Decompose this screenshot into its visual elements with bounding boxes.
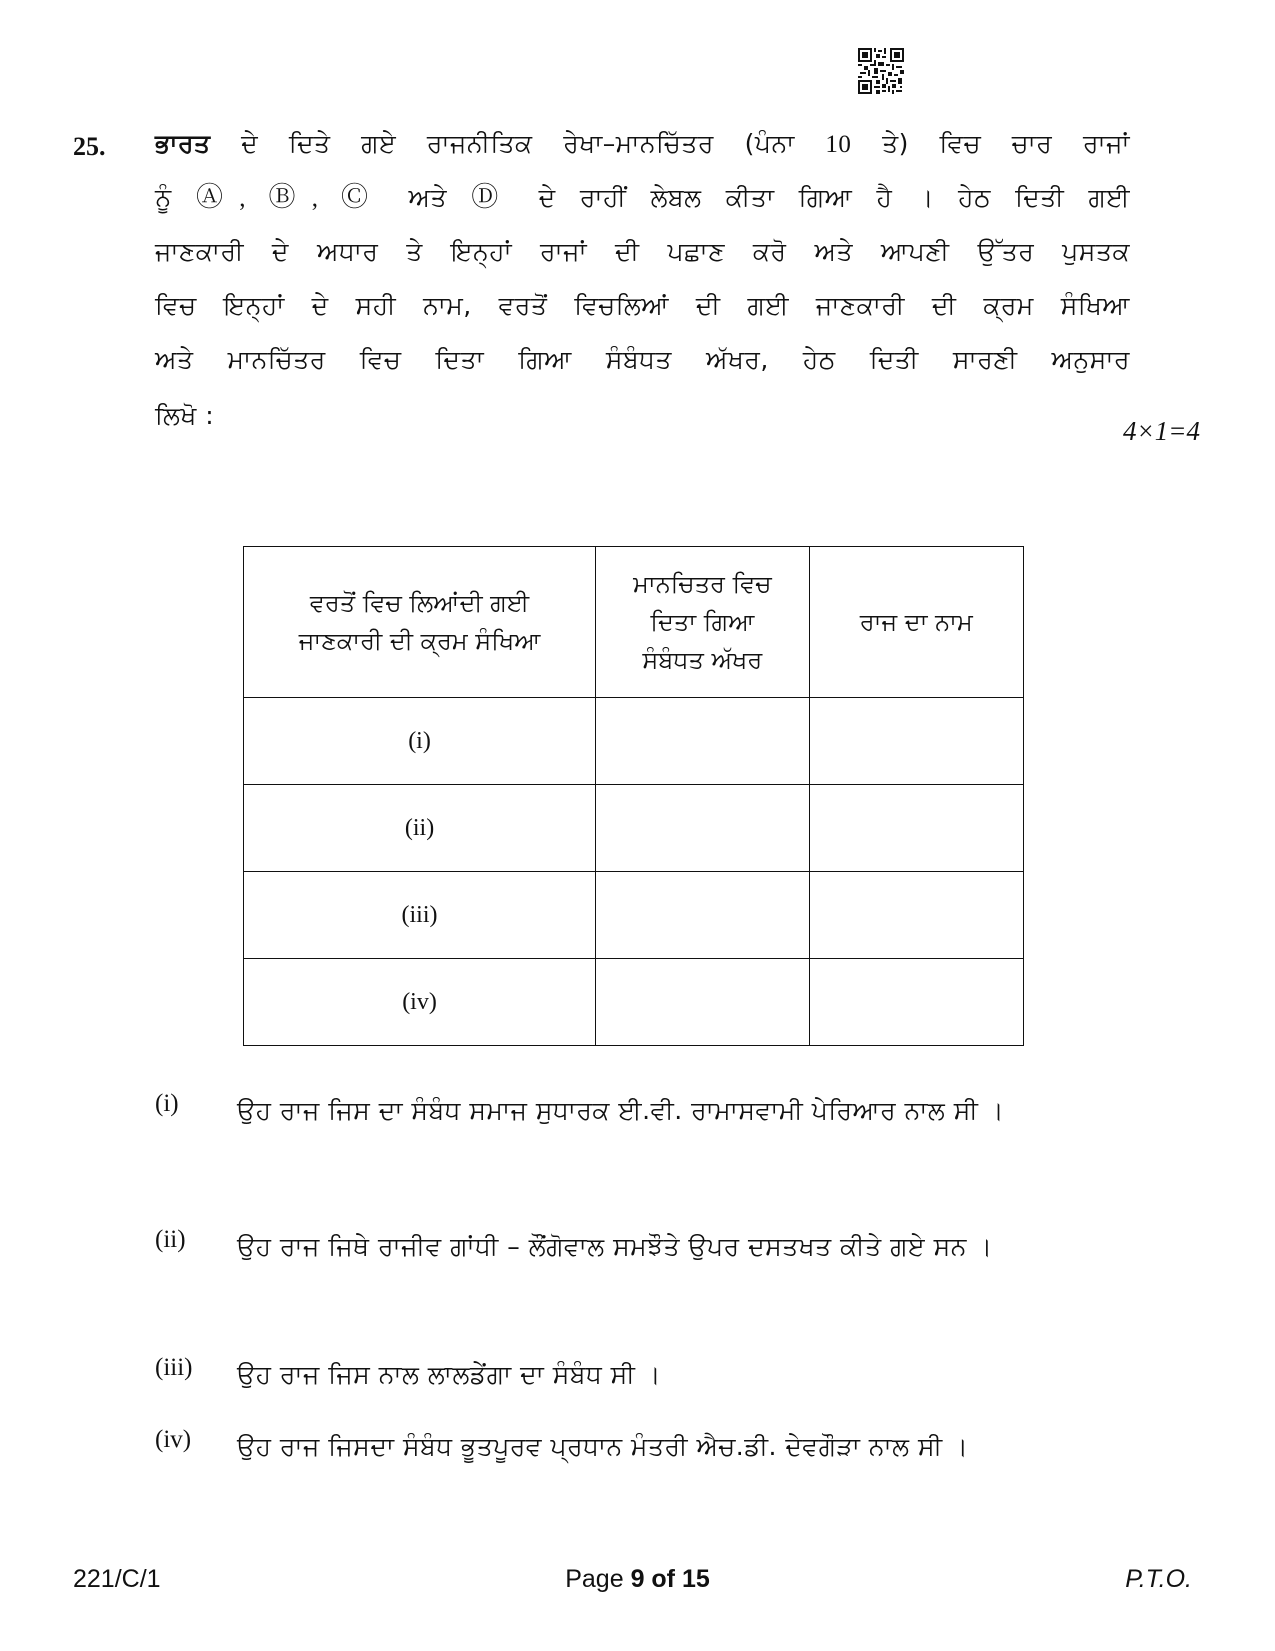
clue-text: ਉਹ ਰਾਜ ਜਿਸ ਦਾ ਸੰਬੰਧ ਸਮਾਜ ਸੁਧਾਰਕ ਈ.ਵੀ. ਰਾਮਾਸਵਾਮੀ ਪੇਰਿਆਰ ਨਾਲ ਸੀ । (237, 1096, 1005, 1125)
row-serial: (iii) (244, 872, 596, 959)
table-row (244, 872, 1024, 959)
row-letter-cell (596, 872, 810, 959)
label-b-icon: Ⓑ (268, 182, 312, 213)
row-state-cell (809, 959, 1023, 1046)
row-state-cell (809, 872, 1023, 959)
question-text: ਨੂੰ (155, 183, 196, 212)
question-line-5: ਅਤੇ ਮਾਨਚਿੱਤਰ ਵਿਚ ਦਿਤਾ ਗਿਆ ਸੰਬੰਧਤ ਅੱਖਰ, ਹੇਠ ਦਿਤੀ ਸਾਰਣੀ ਅਨੁਸਾਰ (155, 345, 1130, 374)
header-text: ਰਾਜ ਦਾ ਨਾਮ (859, 608, 973, 636)
row-serial: (ii) (244, 785, 596, 872)
row-serial: (i) (244, 698, 596, 785)
question-line-6: ਲਿਖੋ : (155, 401, 215, 430)
table-header-row (244, 547, 1024, 698)
pto-label: P.T.O. (1125, 1565, 1192, 1593)
table-row (244, 698, 1024, 785)
label-a-icon: Ⓐ (195, 182, 240, 213)
question-text: ਅਤੇ (384, 183, 472, 212)
question-text: ਦੇ ਰਾਹੀਂ ਲੇਬਲ ਕੀਤਾ ਗਿਆ ਹੈ । ਹੇਠ ਦਿਤੀ ਗਈ (514, 183, 1131, 212)
question-line-1 (155, 124, 1130, 165)
header-serial-number (244, 547, 596, 698)
header-text: ਵਰਤੋਂ ਵਿਚ ਲਿਆਂਦੀ ਗਈ (309, 589, 530, 617)
paper-code: 221/C/1 (73, 1565, 161, 1593)
question-text: ਤੇ) ਵਿਚ ਚਾਰ ਰਾਜਾਂ (851, 129, 1130, 158)
row-letter-cell (596, 698, 810, 785)
label-c-icon: Ⓒ (341, 182, 385, 213)
clue-text: ਉਹ ਰਾਜ ਜਿਸਦਾ ਸੰਬੰਧ ਭੂਤਪੂਰਵ ਪ੍ਰਧਾਨ ਮੰਤਰੀ ਐਚ.ਡੀ. ਦੇਵਗੌੜਾ ਨਾਲ ਸੀ । (237, 1432, 969, 1461)
clue-label: (iv) (155, 1426, 192, 1453)
header-text: ਮਾਨਚਿਤਰ ਵਿਚ (633, 570, 772, 598)
header-map-letter (596, 547, 810, 698)
label-d-icon: Ⓓ (471, 182, 515, 213)
table-row (244, 785, 1024, 872)
table-row (244, 959, 1024, 1046)
clue-label: (ii) (155, 1226, 186, 1253)
row-state-cell (809, 785, 1023, 872)
row-letter-cell (596, 959, 810, 1046)
question-line-2: ਨੂੰ Ⓐ, Ⓑ, Ⓒ ਅਤੇ Ⓓ ਦੇ ਰਾਹੀਂ ਲੇਬਲ ਕੀਤਾ ਗਿਆ ਹੈ । ਹੇਠ ਦਿਤੀ ਗਈ (155, 182, 1131, 213)
header-text: ਜਾਣਕਾਰੀ ਦੀ ਕ੍ਰਮ ਸੰਖਿਆ (298, 627, 541, 655)
question-text: ਦੇ ਦਿਤੇ ਗਏ ਰਾਜਨੀਤਿਕ ਰੇਖਾ–ਮਾਨਚਿੱਤਰ (ਪੰਨਾ (210, 129, 826, 158)
clue-label: (i) (155, 1090, 179, 1117)
question-number: 25. (73, 132, 106, 161)
total-pages: 15 (681, 1565, 710, 1593)
question-line-3: ਜਾਣਕਾਰੀ ਦੇ ਅਧਾਰ ਤੇ ਇਨ੍ਹਾਂ ਰਾਜਾਂ ਦੀ ਪਛਾਣ ਕਰੋ ਅਤੇ ਆਪਣੀ ਉੱਤਰ ਪੁਸਤਕ (155, 237, 1130, 266)
header-text: ਸੰਬੰਧਤ ਅੱਖਰ (642, 646, 763, 674)
clue-label: (iii) (155, 1354, 193, 1381)
qr-code-icon (858, 48, 904, 94)
page-prefix: Page (565, 1565, 631, 1593)
clue-text: ਉਹ ਰਾਜ ਜਿਸ ਨਾਲ ਲਾਲਡੇਂਗਾ ਦਾ ਸੰਬੰਧ ਸੀ । (237, 1360, 662, 1389)
page-reference-number: 10 (825, 131, 852, 158)
row-serial: (iv) (244, 959, 596, 1046)
marks-allocation: 4×1=4 (1123, 416, 1200, 446)
answer-table (243, 546, 1024, 1046)
row-letter-cell (596, 785, 810, 872)
current-page: 9 (630, 1565, 645, 1593)
question-line-4: ਵਿਚ ਇਨ੍ਹਾਂ ਦੇ ਸਹੀ ਨਾਮ, ਵਰਤੋਂ ਵਿਚਲਿਆਂ ਦੀ ਗਈ ਜਾਣਕਾਰੀ ਦੀ ਕ੍ਰਮ ਸੰਖਿਆ (155, 291, 1130, 320)
page-number (0, 1565, 1275, 1594)
row-state-cell (809, 698, 1023, 785)
header-text: ਦਿਤਾ ਗਿਆ (650, 608, 755, 636)
header-state-name (809, 547, 1023, 698)
question-country-name: ਭਾਰਤ (155, 129, 211, 158)
clue-text: ਉਹ ਰਾਜ ਜਿਥੇ ਰਾਜੀਵ ਗਾਂਧੀ – ਲੌਂਗੋਵਾਲ ਸਮਝੌਤੇ ਉਪਰ ਦਸਤਖਤ ਕੀਤੇ ਗਏ ਸਨ । (237, 1232, 993, 1261)
page-of: of (644, 1565, 682, 1593)
